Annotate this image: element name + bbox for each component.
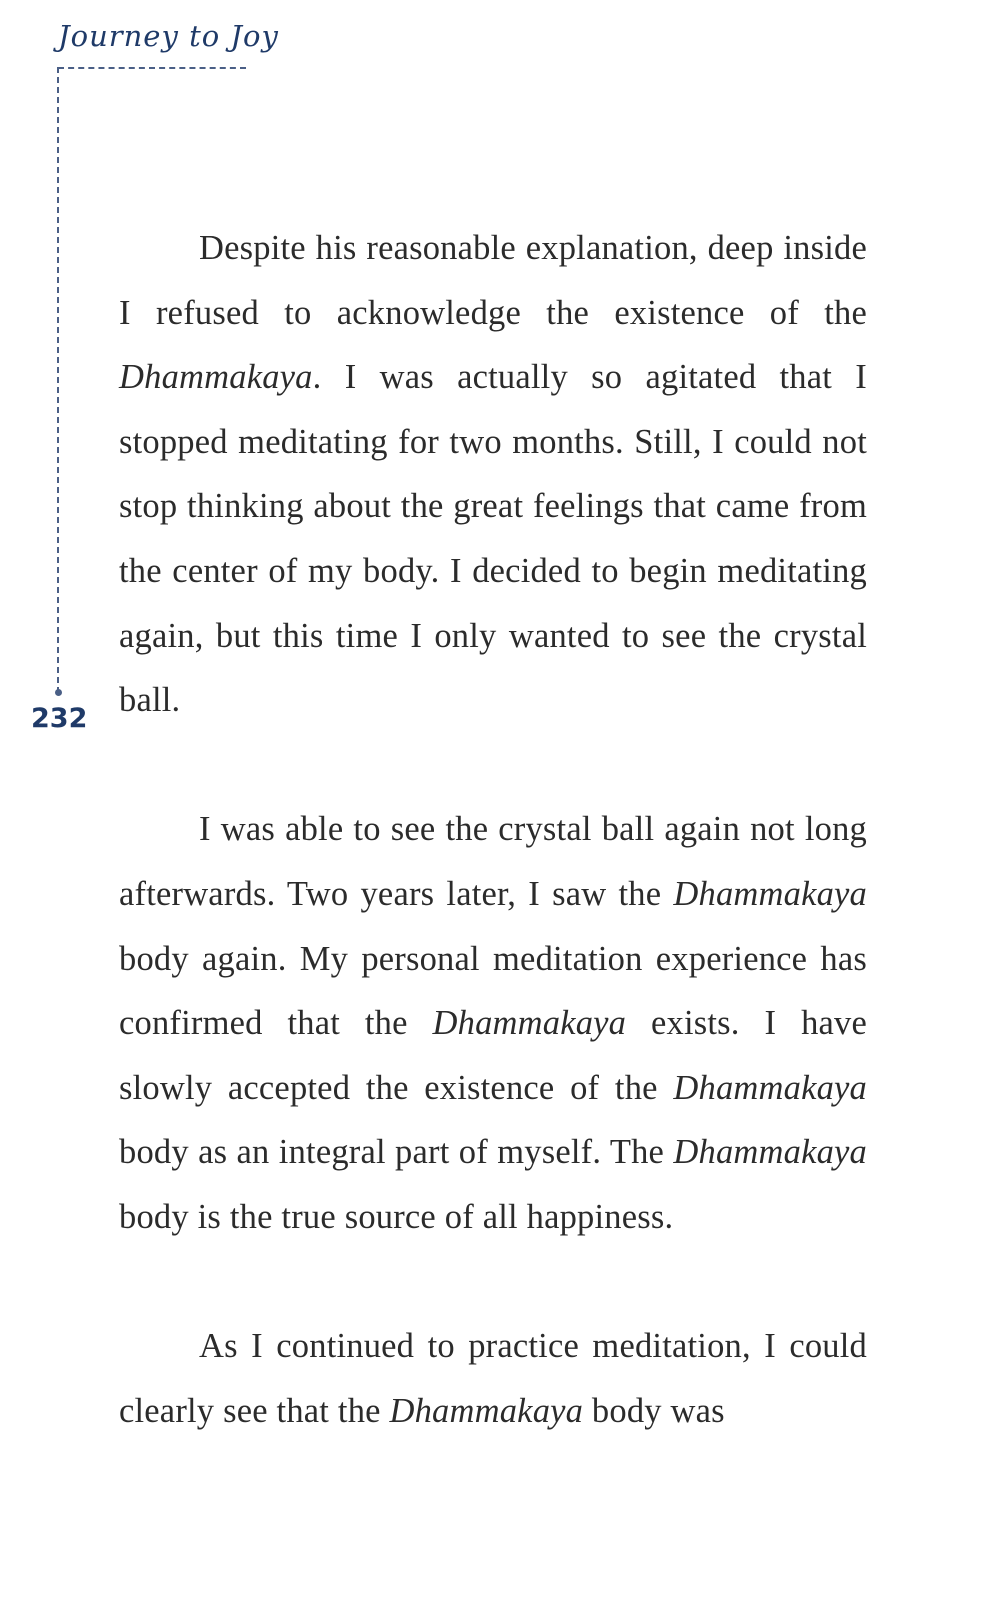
paragraph [119, 216, 867, 733]
text-segment: . I was actually so agitated that I stopped meditating for two months. Still, I could not stop thinking about the great feelings that came from the center of my body. I decided to begin meditating again, but this time I only wanted to see the crystal ball. [119, 358, 867, 720]
italic-term: Dhammakaya [389, 1391, 584, 1430]
text-segment: body as an integral part of myself. The [119, 1133, 674, 1172]
text-segment: As I continued to practice meditation, I could clearly see that the [119, 1327, 867, 1430]
italic-term: Dhammakaya [119, 358, 313, 397]
text-segment: Despite his reasonable explanation, deep inside I refused to acknowledge the existence of the [119, 229, 867, 332]
running-header-title: Journey to Joy [58, 19, 279, 53]
page-number: 232 [31, 703, 88, 734]
dashed-guide-horizontal [58, 67, 246, 69]
guide-end-dot [55, 689, 62, 696]
text-segment: body again. My personal meditation experience has confirmed that the [119, 939, 867, 1043]
text-segment: body was [583, 1391, 725, 1430]
body-text [119, 216, 867, 1443]
paragraph [119, 1314, 867, 1443]
dashed-guide-vertical [57, 67, 59, 693]
text-segment: I was able to see the crystal ball again not long afterwards. Two years later, I saw the [119, 810, 867, 913]
italic-term: Dhammakaya [673, 1133, 867, 1172]
italic-term: Dhammakaya [432, 1004, 627, 1043]
paragraph [119, 797, 867, 1249]
italic-term: Dhammakaya [673, 874, 867, 913]
text-segment: exists. I have slowly accepted the existence of the [119, 1004, 867, 1107]
italic-term: Dhammakaya [673, 1068, 867, 1107]
text-segment: body is the true source of all happiness. [119, 1197, 674, 1236]
